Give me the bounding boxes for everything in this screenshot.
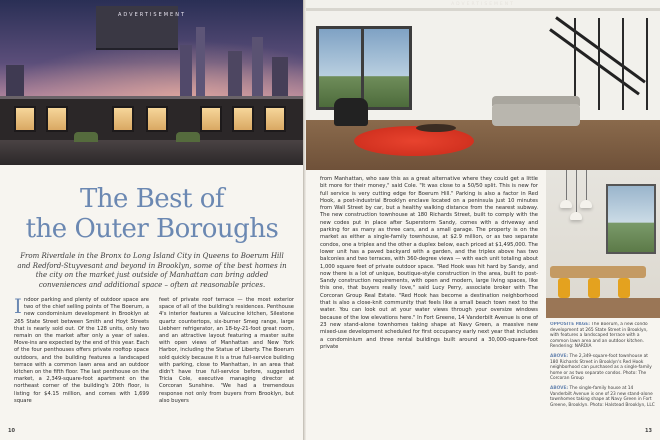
staircase-baluster bbox=[646, 18, 648, 110]
left-page bbox=[0, 0, 304, 440]
lit-window bbox=[146, 106, 168, 132]
yellow-chair bbox=[618, 278, 630, 298]
right-page bbox=[306, 0, 660, 440]
lit-window bbox=[232, 106, 254, 132]
ceiling-beam bbox=[306, 8, 660, 11]
lit-window bbox=[14, 106, 36, 132]
planter bbox=[74, 132, 98, 142]
pendant-lamp bbox=[570, 212, 582, 220]
caption bbox=[550, 322, 656, 350]
yellow-chair bbox=[588, 278, 600, 298]
drop-cap: I bbox=[14, 297, 22, 318]
pendant-lamp bbox=[580, 200, 592, 208]
skyline-building bbox=[252, 37, 263, 105]
dining-table bbox=[550, 266, 646, 278]
pendant-cord bbox=[576, 170, 577, 212]
lit-window bbox=[112, 106, 134, 132]
photo-captions bbox=[550, 322, 656, 422]
coffee-table bbox=[416, 124, 456, 132]
terrace-railing bbox=[0, 96, 304, 99]
interior-photo-living-room bbox=[306, 0, 660, 170]
headline-line-1: The Best of bbox=[79, 184, 225, 214]
pendant-cord bbox=[586, 170, 587, 200]
terrace-deck bbox=[0, 140, 304, 165]
body-column-2: feet of private roof terrace — the most exterior space of all of the building's residences. Penthouse 4's interior features a Valcucine kitchen, Silestone quartz countertops, six-burner Smeg range, large Liebherr refrigerator, an 18-by-21-foot great room, and an attractive layout featuring a master suite with open views of Manhattan and New York Harbor, including the Statue of Liberty. The Boerum sold quickly because it is a true full-service building with parking, close to Manhattan, in an area that didn't have true full-service before, suggested Tricia Cole, executive managing director at Corcoran Sunshine. "We had a tremendous response not only from buyers from Brooklyn, but also buyers bbox=[159, 297, 294, 404]
pendant-cord bbox=[566, 170, 567, 200]
sofa bbox=[492, 104, 580, 126]
pendant-lamp bbox=[560, 200, 572, 208]
caption-text: The single-family house at 14 Vanderbilt Avenue is one of 23 new stand-alone townhomes taking shape at Navy Green in Fort Greene, Brooklyn. Photo: Halstead Brooklyn, LLC bbox=[550, 385, 655, 408]
interior-photo-dining-room bbox=[546, 170, 660, 318]
caption bbox=[550, 386, 656, 408]
dining-window bbox=[606, 184, 656, 254]
caption-label: OPPOSITE PAGE: bbox=[550, 322, 590, 327]
lit-window bbox=[264, 106, 286, 132]
staircase-baluster bbox=[622, 18, 624, 110]
photo-sign: ADVERTISEMENT bbox=[118, 12, 187, 18]
caption-text: The 2,349-square-foot townhouse at 180 Richards Street in Brooklyn's Red Hook neighborhood can purchased as a single-family home or as two separate condos. Photo: The Corcoran Group bbox=[550, 353, 652, 382]
lit-window bbox=[200, 106, 222, 132]
article-headline bbox=[0, 184, 304, 244]
left-body-columns bbox=[14, 297, 294, 423]
body-column-1 bbox=[14, 297, 149, 423]
caption-text: The Boerum, a new condo development at 265 State Street in Brooklyn, with features a landscaped terrace with a common lawn area and an outdoor kitchen. Rendering: NARDIA bbox=[550, 322, 648, 350]
red-rug bbox=[354, 126, 474, 156]
caption-label: ABOVE: bbox=[550, 385, 569, 391]
photo-sign: ADVERTISEMENT bbox=[451, 2, 515, 7]
caption-label: ABOVE: bbox=[550, 353, 569, 359]
large-window bbox=[316, 26, 412, 110]
article-deck: From Riverdale in the Bronx to Long Island City in Queens to Boerum Hill and Redford-Stuyvesant and beyond in Brooklyn, some of the best homes in the city on the market just outside of Manhattan can bring added conveniences and additional space – often at reasonable prices. bbox=[17, 252, 287, 289]
headline-line-2: the Outer Boroughs bbox=[25, 214, 279, 244]
page-number: 13 bbox=[645, 428, 652, 434]
page-number: 10 bbox=[8, 428, 15, 434]
right-body-columns bbox=[320, 176, 538, 426]
body-column-3: from Manhattan, who saw this as a great alternative where they could get a little bit more for their money," said Cole. "It was close to a 50/50 split. This is new for full service is very cutting edge for Boerum Hill." Parking is also a factor in Red Hook, a post-industrial Brooklyn enclave located on a peninsula just 10 minutes from Wall Street by car, but a healthy walking distance from the nearest subway. The new construction townhouse at 180 Richards Street, built to comply with the new codes put in place after Superstorm Sandy, comes with a driveway and parking for as many as three cars, and a small garage. The property is on the market as either a single-family townhouse, at $2.9 million, or as two separate condos, one a triplex and the other a duplex below, each priced at $1,495,000. The lower unit has a paved backyard with a garden, and the triplex above has two balconies and two terraces, with 360-degree views — with each unit totaling about 1,000 square feet of private outdoor space. "Red Hook was hit hard by Sandy, and now there is a lot of unique, boutique-style construction in the area, built to post-Sandy construction requirements, with open and modern, large living spaces, like this one, that buyers really love," said Lucy Perry, associate broker with The Corcoran Group Real Estate. "Red Hook has become a destination neighborhood that is also a close-knit community that feels like a small beach town next to the water. You can look out at your water views through your oversize windows because of the low elevations here." In Fort Greene, 14 Vanderbilt Avenue is one of 23 new stand-alone townhomes taking shape at Navy Green, a massive new mixed-use development scheduled for first occupancy early next year that includes a condominium and three rental buildings built around a 30,000-square-foot private bbox=[320, 176, 538, 350]
staircase-baluster bbox=[598, 18, 600, 110]
hero-photo-rooftop-terrace bbox=[0, 0, 304, 165]
planter bbox=[176, 132, 200, 142]
skyline-building bbox=[196, 27, 205, 105]
dining-floor bbox=[546, 298, 660, 318]
yellow-chair bbox=[558, 278, 570, 298]
lit-window bbox=[46, 106, 68, 132]
caption bbox=[550, 354, 656, 382]
body-text: ndoor parking and plenty of outdoor space are two of the chief selling points of The Boerum, a new condominium development in Brooklyn at 265 State Street between Smith and Hoyt Streets that is nearly sold out. Of the 128 units, only two remain on the market after only a year of sales. Move-ins are expected by the end of this year. Each of the four penthouses offers private rooftop space outdoors, and the building features a landscaped terrace with a common lawn area and an outdoor kitchen on the fifth floor. The last penthouse on the market, a 2,349-square-foot apartment on the northeast corner of the building's 20th floor, is listing for $4.15 million, and comes with 1,699 square bbox=[14, 297, 149, 404]
black-armchair bbox=[334, 98, 368, 126]
